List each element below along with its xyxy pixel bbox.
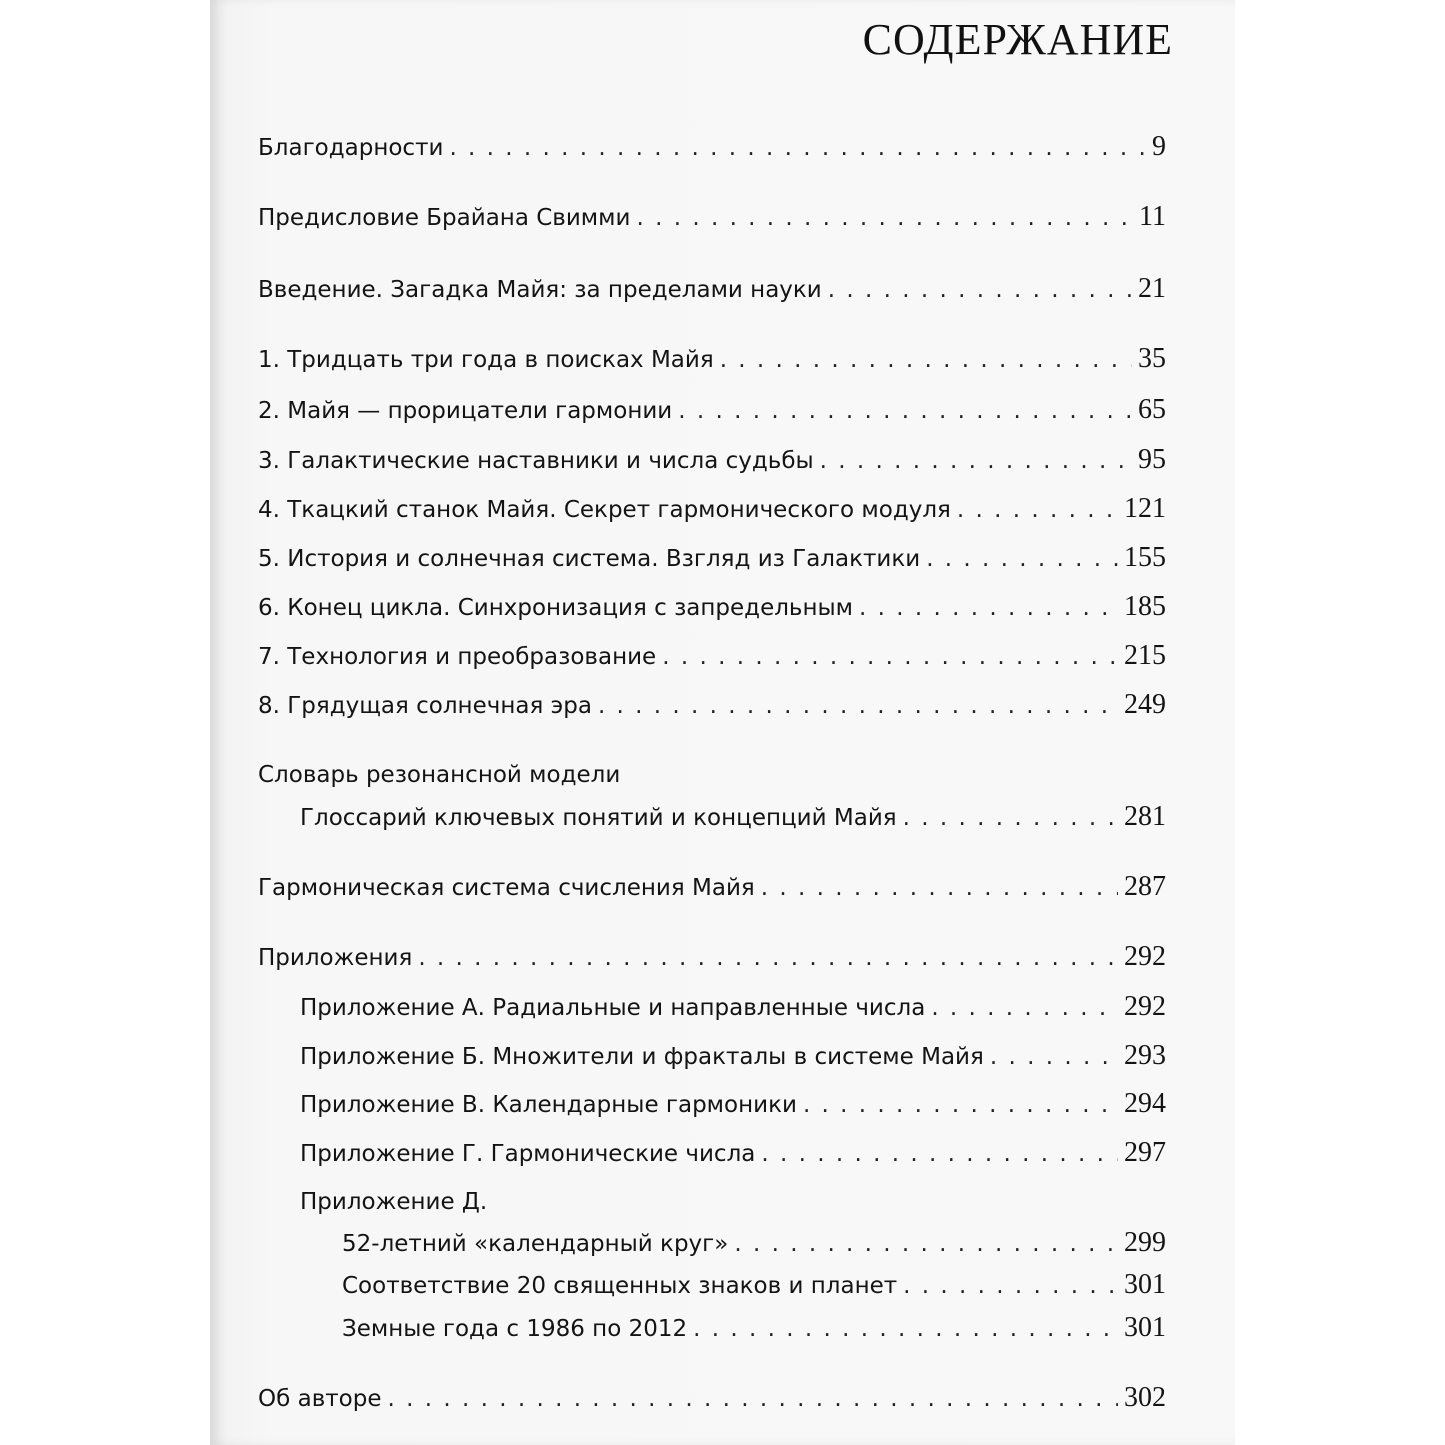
dot-leader (990, 1040, 1118, 1074)
toc-entry-page: 294 (1124, 1088, 1166, 1119)
toc-entry-label: 7. Технология и преобразование (258, 644, 657, 670)
toc-entry-page: 297 (1124, 1137, 1166, 1168)
toc-entry-label: Словарь резонансной модели (258, 762, 621, 788)
toc-entry-page: 65 (1138, 394, 1166, 425)
toc-entry-chapter-3 (258, 443, 1166, 478)
toc-entry-label: 1. Тридцать три года в поисках Майя (258, 347, 714, 373)
dot-leader (678, 394, 1132, 428)
toc-entry-label: Земные года с 1986 по 2012 (342, 1316, 688, 1342)
toc-entry-appendix-b (300, 1039, 1166, 1074)
dot-leader (859, 591, 1118, 625)
toc-entry-label: Приложение Г. Гармонические числа (300, 1141, 756, 1167)
dot-leader (636, 201, 1133, 235)
toc-entry-label: 8. Грядущая солнечная эра (258, 693, 592, 719)
dot-leader (387, 1382, 1118, 1416)
toc-entry-page: 21 (1138, 273, 1166, 304)
toc-entry-page: 293 (1124, 1040, 1166, 1071)
dot-leader (598, 689, 1118, 723)
toc-entry-label: Об авторе (258, 1386, 382, 1412)
toc-entry-chapter-1 (258, 342, 1166, 377)
dot-leader (828, 273, 1132, 307)
toc-entry-page: 215 (1124, 640, 1166, 671)
dot-leader (418, 941, 1118, 975)
toc-entry-label: Глоссарий ключевых понятий и концепций Майя (300, 805, 897, 831)
dot-leader (957, 493, 1118, 527)
toc-entry-label: Предисловие Брайана Свимми (258, 205, 631, 231)
toc-entry-chapter-8 (258, 688, 1166, 723)
toc-entry-page: 281 (1124, 801, 1166, 832)
toc-entry-label: Соответствие 20 священных знаков и планет (342, 1273, 898, 1299)
toc-entry-calendar-round (342, 1226, 1166, 1261)
toc-entry-page: 155 (1124, 542, 1166, 573)
toc-entry-chapter-7 (258, 639, 1166, 674)
toc-entry-chapter-4 (258, 492, 1166, 527)
dot-leader (693, 1312, 1118, 1346)
toc-entry-earth-years (342, 1311, 1166, 1346)
dot-leader (662, 640, 1118, 674)
toc-entry-numeral-system (258, 870, 1166, 905)
dot-leader (903, 801, 1118, 835)
toc-entry-chapter-2 (258, 393, 1166, 428)
toc-entry-label: Введение. Загадка Майя: за пределами науки (258, 277, 822, 303)
page-title: СОДЕРЖАНИЕ (862, 15, 1173, 64)
toc-entry-page: 287 (1124, 871, 1166, 902)
toc-entry-introduction (258, 272, 1166, 307)
toc-entry-label: Приложение В. Календарные гармоники (300, 1092, 797, 1118)
toc-entry-label: 3. Галактические наставники и числа судьбы (258, 448, 814, 474)
toc-entry-appendix-a (300, 990, 1166, 1025)
toc-entry-acknowledgements (258, 130, 1166, 165)
toc-entry-chapter-5 (258, 541, 1166, 576)
dot-leader (903, 1269, 1118, 1303)
toc-entry-page: 121 (1124, 493, 1166, 524)
toc-entry-label: 4. Ткацкий станок Майя. Секрет гармонического модуля (258, 497, 951, 523)
toc-entry-appendix-d (300, 1185, 1166, 1219)
dot-leader (761, 871, 1118, 905)
toc-entry-dictionary (258, 758, 1166, 792)
dot-leader (820, 444, 1132, 478)
toc-entry-page: 11 (1139, 201, 1166, 232)
toc-entry-label: Приложение А. Радиальные и направленные числа (300, 995, 926, 1021)
toc-entry-page: 302 (1124, 1382, 1166, 1413)
toc-entry-label: Благодарности (258, 135, 444, 161)
dot-leader (931, 991, 1118, 1025)
toc-entry-page: 95 (1138, 444, 1166, 475)
toc-entry-page: 249 (1124, 689, 1166, 720)
toc-entry-page: 301 (1124, 1312, 1166, 1343)
toc-entry-chapter-6 (258, 590, 1166, 625)
toc-entry-label: Приложения (258, 945, 413, 971)
toc-entry-page: 185 (1124, 591, 1166, 622)
toc-entry-label: Гармоническая система счисления Майя (258, 875, 755, 901)
dot-leader (734, 1227, 1118, 1261)
toc-entry-label: 6. Конец цикла. Синхронизация с запредельным (258, 595, 854, 621)
toc-entry-page: 299 (1124, 1227, 1166, 1258)
toc-entry-appendix-g (300, 1136, 1166, 1171)
dot-leader (449, 131, 1146, 165)
dot-leader (926, 542, 1118, 576)
toc-entry-label: 52-летний «календарный круг» (342, 1231, 729, 1257)
toc-entry-label: Приложение Б. Множители и фракталы в системе Майя (300, 1044, 984, 1070)
toc-entry-page: 35 (1138, 343, 1166, 374)
toc-entry-page: 301 (1124, 1269, 1166, 1300)
toc-entry-sacred-signs (342, 1268, 1166, 1303)
toc-entry-label: 5. История и солнечная система. Взгляд из Галактики (258, 546, 921, 572)
toc-entry-glossary (300, 800, 1166, 835)
toc-entry-appendices (258, 940, 1166, 975)
dot-leader (803, 1088, 1118, 1122)
toc-entry-foreword (258, 200, 1166, 235)
dot-leader (720, 343, 1132, 377)
toc-entry-about-author (258, 1381, 1166, 1416)
toc-entry-label: Приложение Д. (300, 1189, 488, 1215)
toc-entry-page: 292 (1124, 991, 1166, 1022)
toc-entry-appendix-v (300, 1087, 1166, 1122)
toc-entry-page: 9 (1152, 131, 1166, 162)
dot-leader (761, 1137, 1118, 1171)
toc-entry-label: 2. Майя — прорицатели гармонии (258, 398, 673, 424)
toc-entry-page: 292 (1124, 941, 1166, 972)
